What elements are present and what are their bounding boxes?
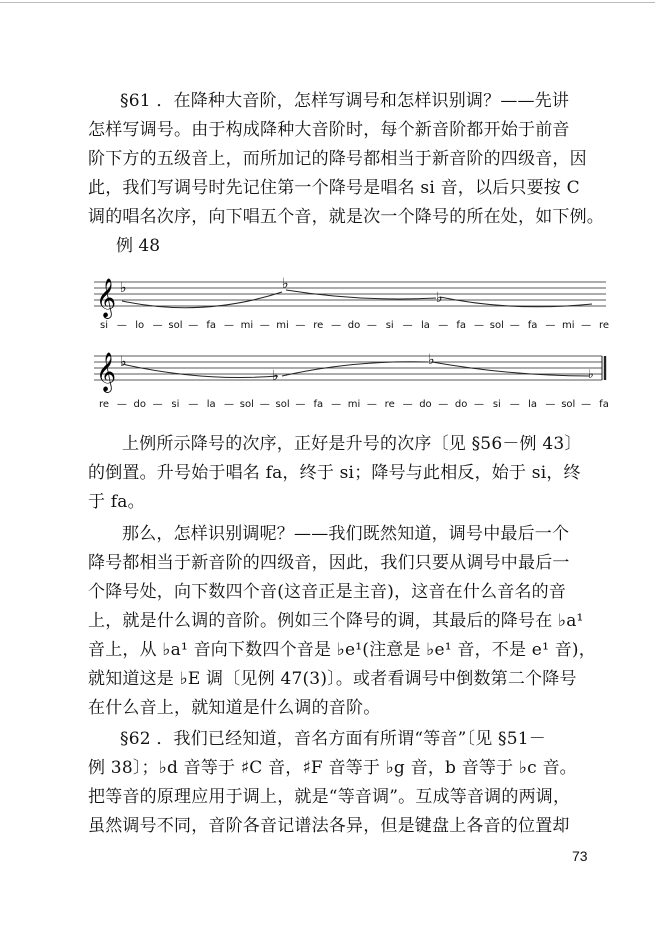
text-line: 在什么音上，就知道是什么调的音阶。 xyxy=(88,698,381,718)
solfege-dash: — xyxy=(366,320,377,331)
solfege-syllable: do xyxy=(419,399,432,410)
solfege-syllable: fa xyxy=(527,320,538,331)
text-line: §62 ．我们已经知道，音名方面有所谓“等音”〔见 §51－ xyxy=(120,729,546,749)
solfege-dash: — xyxy=(581,320,592,331)
solfege-dash: — xyxy=(509,320,520,331)
solfege-dash: — xyxy=(474,320,484,331)
music-staff-2 xyxy=(92,342,608,394)
solfege-dash: — xyxy=(474,399,484,410)
flat-sign-icon: ♭ xyxy=(588,367,594,381)
solfege-dash: — xyxy=(152,320,163,331)
text-line: 的倒置。升号始于唱名 fa，终于 si；降号与此相反，始于 si，终 xyxy=(88,463,581,483)
text-line: 个降号处，向下数四个音(这音正是主音)，这音在什么音名的音 xyxy=(88,582,567,602)
text-line: 就知道这是 ♭E 调〔见例 47(3)〕。或者看调号中倒数第二个降号 xyxy=(88,669,577,689)
text-line: 例 38〕；♭d 音等于 ♯C 音，♯F 音等于 ♭g 音，b 音等于 ♭c 音。 xyxy=(88,758,577,778)
solfege-dash: — xyxy=(259,399,270,410)
solfege-dash: — xyxy=(116,320,127,331)
flat-sign-icon: ♭ xyxy=(120,280,127,296)
text-line: 音上，从 ♭a¹ 音向下数四个音是 ♭e¹(注意是 ♭e¹ 音，不是 e¹ 音)， xyxy=(88,640,596,660)
treble-clef-icon: 𝄞 xyxy=(96,352,117,392)
solfege-dash: — xyxy=(366,399,377,410)
solfege-syllable: re xyxy=(98,399,110,410)
page-top-rule xyxy=(0,2,655,3)
solfege-syllable: si xyxy=(171,399,180,410)
flat-sign-icon: ♭ xyxy=(428,352,435,368)
solfege-syllable: sol xyxy=(239,399,254,410)
flat-sign-icon: ♭ xyxy=(120,354,127,370)
solfege-dash: — xyxy=(188,399,199,410)
text-line: 调的唱名次序，向下唱五个音，就是次一个降号的所在处，如下例。 xyxy=(88,207,604,227)
solfege-syllable: re xyxy=(313,320,324,331)
flat-sign-icon: ♭ xyxy=(436,290,443,306)
solfege-syllable: mi xyxy=(276,320,289,331)
solfege-dash: — xyxy=(581,399,592,410)
solfege-syllable: sol xyxy=(275,399,290,410)
solfege-syllable: sol xyxy=(561,399,576,410)
solfege-syllable: do xyxy=(133,399,146,410)
text-line: 上例所示降号的次序，正好是升号的次序〔见 §56－例 43〕 xyxy=(122,434,582,454)
page-number: 73 xyxy=(572,848,588,864)
solfege-dash: — xyxy=(331,320,342,331)
solfege-syllable: si xyxy=(385,320,394,331)
solfege-syllable: re xyxy=(384,399,395,410)
solfege-syllable: sol xyxy=(489,320,504,331)
solfege-dash: — xyxy=(402,399,413,410)
solfege-syllable: la xyxy=(528,399,538,410)
solfege-dash: — xyxy=(509,399,520,410)
solfege-dash: — xyxy=(188,320,199,331)
flat-sign-icon: ♭ xyxy=(272,368,279,384)
text-line: 怎样写调号。由于构成降种大音阶时，每个新音阶都开始于前音 xyxy=(88,120,570,140)
solfege-dash: — xyxy=(331,399,342,410)
solfege-dash: — xyxy=(438,320,449,331)
music-staff-1 xyxy=(92,268,608,320)
text-line: 阶下方的五级音上，而所加记的降号都相当于新音阶的四级音，因 xyxy=(88,149,587,169)
text-line: 此，我们写调号时先记住第一个降号是唱名 si 音，以后只要按 C xyxy=(88,178,580,198)
text-line: 那么，怎样识别调呢？——我们既然知道，调号中最后一个 xyxy=(122,524,570,544)
text-line: 上，就是什么调的音阶。例如三个降号的调，其最后的降号在 ♭a¹ xyxy=(88,611,584,631)
section-62-paragraph xyxy=(88,725,602,841)
solfege-syllable: lo xyxy=(135,320,145,331)
solfege-syllable: mi xyxy=(240,320,254,331)
solfege-dash: — xyxy=(438,399,449,410)
solfege-syllable: fa xyxy=(456,320,466,331)
text-line: §61 ．在降种大音阶，怎样写调号和怎样识别调？——先讲 xyxy=(120,91,570,111)
text-line: 降号都相当于新音阶的四级音，因此，我们只要从调号中最后一 xyxy=(88,553,570,573)
solfege-dash: — xyxy=(224,399,234,410)
solfege-syllable: fa xyxy=(206,320,216,331)
solfege-syllable: do xyxy=(347,320,361,331)
solfege-syllable: do xyxy=(454,399,468,410)
section-61-paragraph xyxy=(88,87,602,232)
solfege-syllable: mi xyxy=(562,320,575,331)
solfege-syllable: re xyxy=(598,320,610,331)
solfege-dash: — xyxy=(295,399,306,410)
solfege-syllable: la xyxy=(206,399,216,410)
text-line: 虽然调号不同，音阶各音记谱法各异，但是键盘上各音的位置却 xyxy=(88,816,570,836)
solfege-syllable: si xyxy=(492,399,501,410)
text-line: 把等音的原理应用于调上，就是“等音调”。互成等音调的两调， xyxy=(88,787,571,807)
solfege-dash: — xyxy=(295,320,306,331)
solfege-syllable: mi xyxy=(347,399,361,410)
text-line: 于 fa。 xyxy=(88,492,145,512)
treble-clef-icon: 𝄞 xyxy=(96,278,117,318)
solfege-syllable: la xyxy=(420,320,430,331)
solfege-dash: — xyxy=(545,320,556,331)
solfege-syllable: sol xyxy=(168,320,183,331)
solfege-dash: — xyxy=(259,320,270,331)
flat-sign-icon: ♭ xyxy=(282,276,289,292)
solfege-syllable: si xyxy=(100,320,108,331)
solfege-dash: — xyxy=(402,320,413,331)
identify-key-paragraph xyxy=(88,520,602,723)
solfege-dash: — xyxy=(545,399,556,410)
solfege-dash: — xyxy=(224,320,234,331)
solfege-dash: — xyxy=(116,399,127,410)
flat-order-paragraph xyxy=(88,430,602,517)
solfege-syllable: fa xyxy=(313,399,324,410)
solfege-dash: — xyxy=(152,399,163,410)
example-label: 例 48 xyxy=(116,236,161,256)
solfege-syllable: fa xyxy=(599,399,609,410)
